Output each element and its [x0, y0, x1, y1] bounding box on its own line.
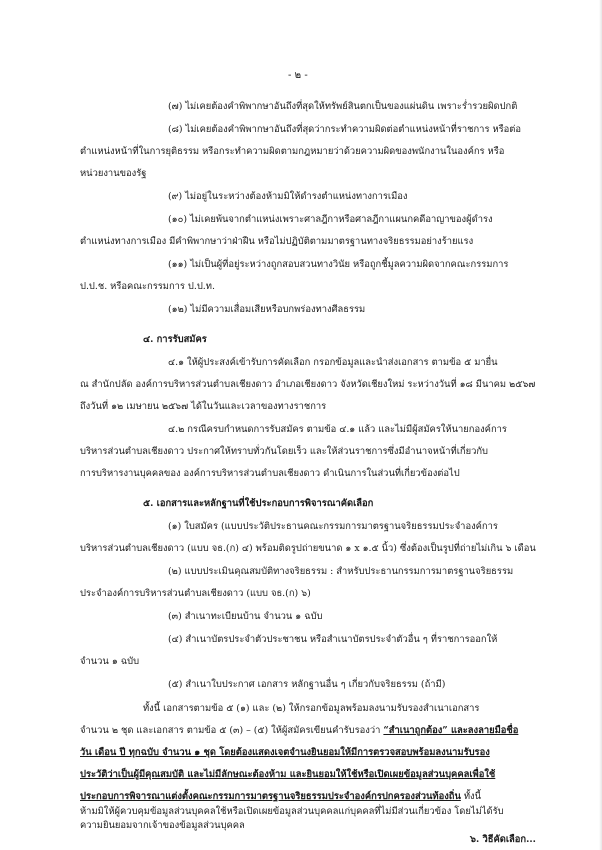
note-line2	[80, 725, 518, 736]
page-number: - ๒ -	[288, 70, 308, 81]
qualification-7: (๗) ไม่เคยต้องคำพิพากษาอันถึงที่สุดให้ทรัพย์สินตกเป็นของแผ่นดิน เพราะร่ำรวยผิดปกติ	[168, 101, 518, 112]
note-line5	[80, 791, 481, 802]
note-line2-text: จำนวน ๒ ชุด และเอกสาร ตามข้อ ๕ (๓) – (๕) ให้ผู้สมัครเขียนคำรับรองว่า	[80, 725, 384, 736]
qualification-8-line1: (๘) ไม่เคยต้องคำพิพากษาอันถึงที่สุดว่ากระทำความผิดต่อตำแหน่งหน้าที่ราชการ หรือต่อ	[168, 124, 522, 135]
qualification-8-line3: หน่วยงานของรัฐ	[80, 168, 147, 179]
qualification-9: (๙) ไม่อยู่ในระหว่างต้องห้ามมิให้ดำรงตำแหน่งทางการเมือง	[168, 191, 408, 202]
note-line3: วัน เดือน ปี ทุกฉบับ จำนวน ๑ ชุด โดยต้องแสดงเจตจำนงยินยอมให้มีการตรวจสอบพร้อมลงนามรับรอง	[80, 747, 490, 758]
section-4-2-line2: บริหารส่วนตำบลเชียงดาว ประกาศให้ทราบทั่วกันโดยเร็ว และให้ส่วนราชการซึ่งมีอำนาจหน้าที่เกี่ยวกับ	[80, 446, 488, 457]
section-4-heading: ๔. การรับสมัคร	[143, 334, 207, 345]
section-4-1-line3: ถึงวันที่ ๑๒ เมษายน ๒๕๖๗ ได้ในวันและเวลาของทางราชการ	[80, 401, 327, 412]
section-4-2-line1: ๔.๒ กรณีครบกำหนดการรับสมัคร ตามข้อ ๔.๑ แล้ว และไม่มีผู้สมัครให้นายกองค์การ	[168, 424, 507, 435]
document-5: (๕) สำเนาใบประกาศ เอกสาร หลักฐานอื่น ๆ เกี่ยวกับจริยธรรม (ถ้ามี)	[168, 679, 446, 690]
section-4-1-line2: ณ สำนักปลัด องค์การบริหารส่วนตำบลเชียงดาว อำเภอเชียงดาว จังหวัดเชียงใหม่ ระหว่างวันที่ ๑๘ มีนาคม ๒๕๖๗	[80, 379, 536, 390]
continuation-text: ๖. วิธีคัดเลือก...	[470, 834, 536, 845]
section-4-1-line1: ๔.๑ ให้ผู้ประสงค์เข้ารับการคัดเลือก กรอกข้อมูลและนำส่งเอกสาร ตามข้อ ๕ มายื่น	[168, 357, 498, 368]
document-2-line2: ประจำองค์การบริหารส่วนตำบลเชียงดาว (แบบ จธ.(ก) ๖)	[80, 588, 311, 599]
qualification-12: (๑๒) ไม่มีความเสื่อมเสียหรือบกพร่องทางศีลธรรม	[168, 304, 366, 315]
document-1-line1: (๑) ใบสมัคร (แบบประวัติประธานคณะกรรมการมาตรฐานจริยธรรมประจำองค์การ	[168, 521, 498, 532]
qualification-11-line1: (๑๑) ไม่เป็นผู้ที่อยู่ระหว่างถูกสอบสวนทางวินัย หรือถูกชี้มูลความผิดจากคณะกรรมการ	[168, 259, 509, 270]
note-line5-bold: ประกอบการพิจารณาแต่งตั้งคณะกรรมการมาตรฐานจริยธรรมประจำองค์กรปกครองส่วนท้องถิ่น	[80, 791, 461, 802]
document-3: (๓) สำเนาทะเบียนบ้าน จำนวน ๑ ฉบับ	[168, 611, 323, 622]
note-line7: ความยินยอมจากเจ้าของข้อมูลส่วนบุคคล	[80, 820, 245, 831]
note-line1: ทั้งนี้ เอกสารตามข้อ ๕ (๑) และ (๒) ให้กรอกข้อมูลพร้อมลงนามรับรองสำเนาเอกสาร	[143, 703, 480, 714]
qualification-8-line2: ตำแหน่งหน้าที่ในการยุติธรรม หรือกระทำความผิดตามกฎหมายว่าด้วยความผิดของพนักงานในองค์กร หรือ	[80, 146, 505, 157]
document-4-line1: (๔) สำเนาบัตรประจำตัวประชาชน หรือสำเนาบัตรประจำตัวอื่น ๆ ที่ราชการออกให้	[168, 634, 498, 645]
section-4-2-line3: การบริหารงานบุคคลของ องค์การบริหารส่วนตำบลเชียงดาว ดำเนินการในส่วนที่เกี่ยวข้องต่อไป	[80, 468, 460, 479]
qualification-10-line2: ตำแหน่งทางการเมือง มีคำพิพากษาว่าฝ่าฝืน หรือไม่ปฏิบัติตามมาตรฐานทางจริยธรรมอย่างร้ายแรง	[80, 236, 474, 247]
document-1-line2: บริหารส่วนตำบลเชียงดาว (แบบ จธ.(ก) ๔) พร้อมติดรูปถ่ายขนาด ๑ x ๑.๕ นิ้ว) ซึ่งต้องเป็นรูปที่ถ่ายไม่เกิน ๖ เดือน	[80, 543, 536, 554]
document-4-line2: จำนวน ๑ ฉบับ	[80, 656, 140, 667]
note-line4: ประวัติว่าเป็นผู้มีคุณสมบัติ และไม่มีลักษณะต้องห้าม และยินยอมให้ใช้หรือเปิดเผยข้อมูลส่วนบุคคลเพื่อใช้	[80, 769, 496, 780]
qualification-11-line2: ป.ป.ช. หรือคณะกรรมการ ป.ป.ท.	[80, 281, 215, 292]
document-2-line1: (๒) แบบประเมินคุณสมบัติทางจริยธรรม : สำหรับประธานกรรมการมาตรฐานจริยธรรม	[168, 566, 514, 577]
note-certified-copy: “สำเนาถูกต้อง” และลงลายมือชื่อ	[383, 725, 519, 736]
note-line5-text: ทั้งนี้	[460, 791, 482, 802]
section-5-heading: ๕. เอกสารและหลักฐานที่ใช้ประกอบการพิจารณาคัดเลือก	[143, 498, 374, 509]
qualification-10-line1: (๑๐) ไม่เคยพ้นจากตำแหน่งเพราะศาลฎีกาหรือศาลฎีกาแผนกคดีอาญาของผู้ดำรง	[168, 214, 493, 225]
note-line6: ห้ามมิให้ผู้ควบคุมข้อมูลส่วนบุคคลใช้หรือเปิดเผยข้อมูลส่วนบุคคลแก่บุคคลที่ไม่มีส่วนเกี่ยวข้อง โดยไม่ได้รับ	[80, 806, 504, 817]
